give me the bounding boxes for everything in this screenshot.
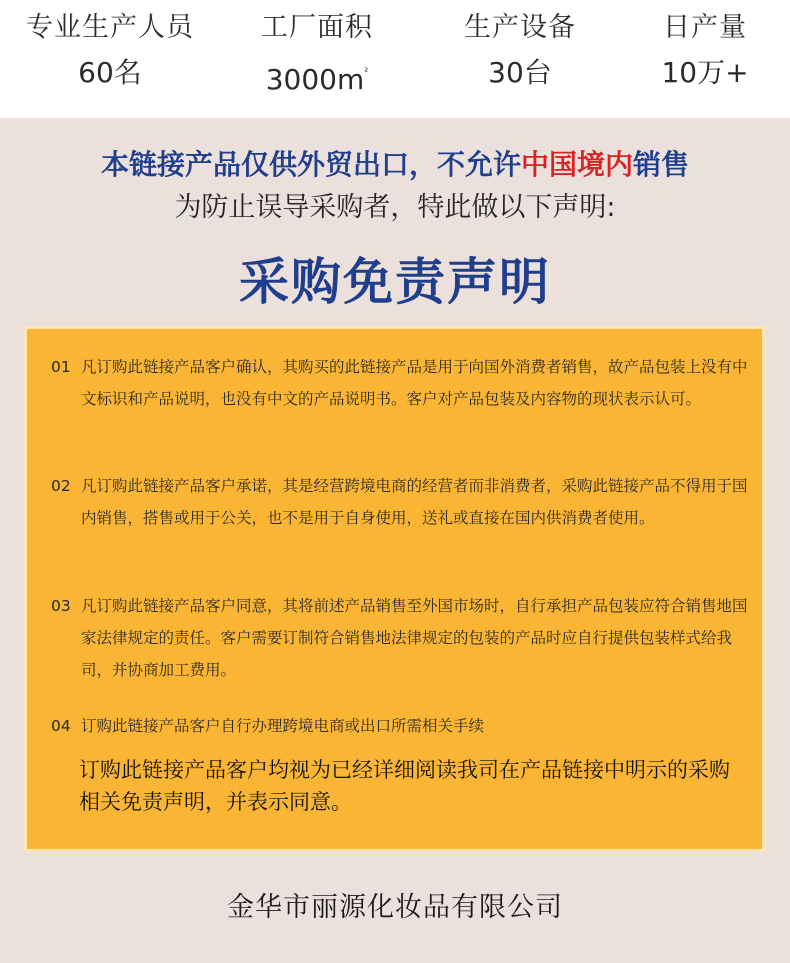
clause-text: 凡订购此链接产品客户同意，其将前述产品销售至外国市场时，自行承担产品包装应符合销售地国家法律规定的责任。客户需要订制符合销售地法律规定的包装的产品时应自行提供包装样式给我司，并协商加工费用。 xyxy=(81,597,748,679)
clause-text: 凡订购此链接产品客户承诺，其是经营跨境电商的经营者而非消费者，采购此链接产品不得用于国内销售，搭售或用于公关，也不是用于自身使用，送礼或直接在国内供消费者使用。 xyxy=(81,477,748,527)
company-name: 金华市丽源化妆品有限公司 xyxy=(227,892,563,923)
clause-number: 01 xyxy=(51,358,71,376)
clause-number: 03 xyxy=(51,597,71,615)
notice-highlight: 中国境内 xyxy=(520,148,633,181)
stat-staff xyxy=(10,8,210,98)
stat-area-value: 3000m xyxy=(265,63,365,96)
stat-area-value-wrap xyxy=(232,48,402,105)
disclaimer-title: 采购免责声明 xyxy=(239,253,551,311)
stat-staff-label: 专业生产人员 xyxy=(26,12,194,43)
notice-prefix: 本链接产品仅供外贸出口，不允许 xyxy=(100,148,521,181)
stat-staff-value: 60名 xyxy=(78,56,142,89)
stat-equipment-label: 生产设备 xyxy=(464,12,576,43)
stat-daily-output xyxy=(620,8,790,98)
notice-subline: 为防止误导采购者，特此做以下声明: xyxy=(174,192,616,223)
clause-item xyxy=(51,470,751,534)
notice-suffix: 销售 xyxy=(633,148,690,181)
stat-area-unit-sup: ² xyxy=(364,67,369,78)
disclaimer-panel xyxy=(0,118,790,963)
stat-area xyxy=(232,8,402,105)
export-only-notice xyxy=(0,145,790,185)
stat-daily-output-label: 日产量 xyxy=(663,12,747,43)
stat-area-label: 工厂面积 xyxy=(261,12,373,43)
clause-text: 凡订购此链接产品客户确认，其购买的此链接产品是用于向国外消费者销售，故产品包装上没有中文标识和产品说明，也没有中文的产品说明书。客户对产品包装及内容物的现状表示认可。 xyxy=(81,358,748,408)
clause-number: 02 xyxy=(51,477,71,495)
conclusion-text: 订购此链接产品客户均视为已经详细阅读我司在产品链接中明示的采购相关免责声明，并表示同意。 xyxy=(79,758,730,814)
disclaimer-box xyxy=(24,326,765,852)
stat-equipment-value: 30台 xyxy=(488,56,552,89)
clause-item xyxy=(51,590,751,686)
stat-equipment xyxy=(435,8,605,98)
stat-daily-output-value: 10万+ xyxy=(661,56,749,89)
clause-text: 订购此链接产品客户自行办理跨境电商或出口所需相关手续 xyxy=(81,717,485,735)
clause-item xyxy=(51,351,751,415)
clause-item xyxy=(51,710,751,742)
clause-number: 04 xyxy=(51,717,71,735)
factory-stats-strip xyxy=(0,0,790,118)
